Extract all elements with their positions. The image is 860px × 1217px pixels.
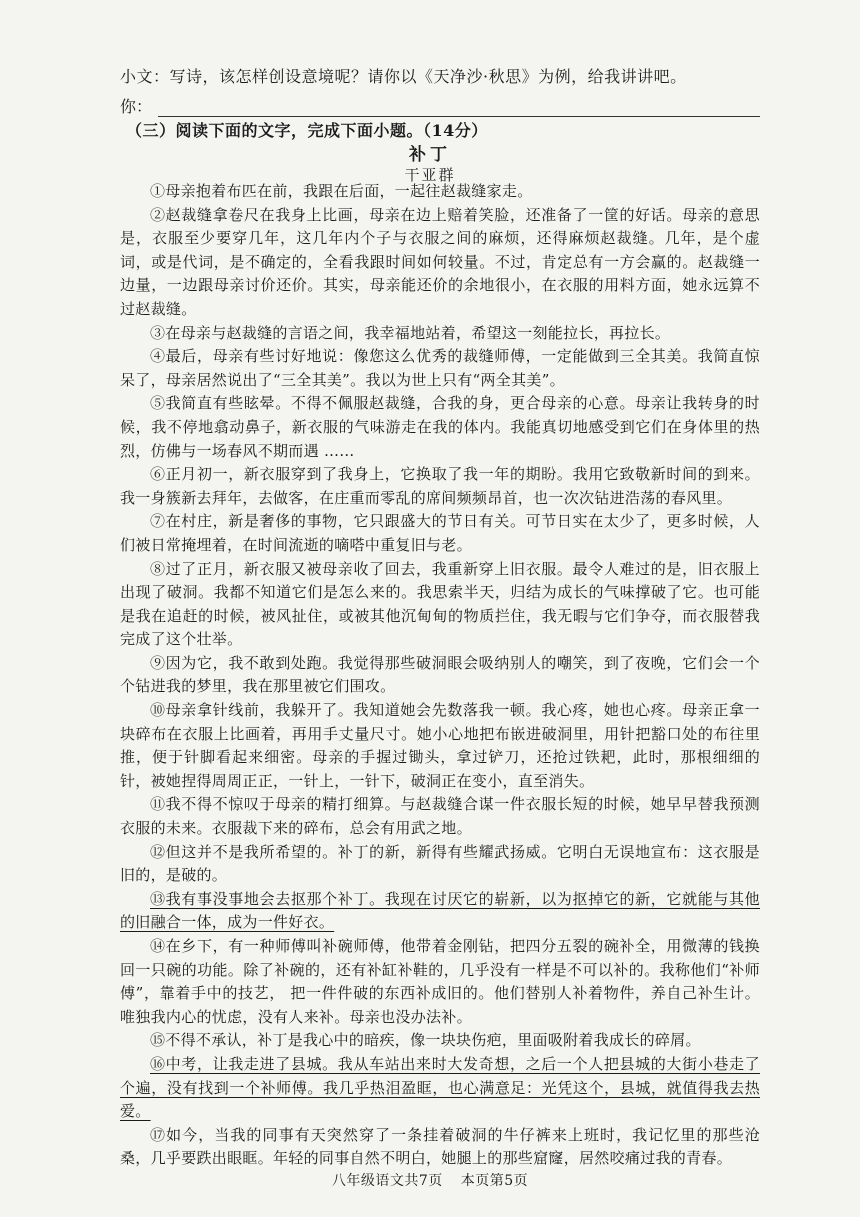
paragraph-16-underlined: ⑯中考，让我走进了县城。我从车站出来时大发奇想，之后一个人把县城的大街小巷走了个遍，没有找到一个补师傅。我几乎热泪盈眶，也心满意足：光凭这个，县城，就值得我去热爱。 <box>120 1054 760 1121</box>
section-heading: （三）阅读下面的文字，完成下面小题。（14分） <box>126 121 488 140</box>
paragraph-2: ②赵裁缝拿卷尺在我身上比画，母亲在边上赔着笑脸，还准备了一筐的好话。母亲的意思是，衣服至少要穿几年，这几年内个子与衣服之间的麻烦，还得麻烦赵裁缝。几年，是个虚词，或是代词，是不确定的，全看我跟时间如何较量。不过，肯定总有一方会赢的。赵裁缝一边量，一边跟母亲讨价还价。其实，母亲能还价的余地很小，在衣服的用料方面，她永远算不过赵裁缝。 <box>120 205 760 318</box>
paragraph-4: ④最后，母亲有些讨好地说：像您这么优秀的裁缝师傅，一定能做到三全其美。我简直惊呆了，母亲居然说出了“三全其美”。我以为世上只有“两全其美”。 <box>120 347 760 389</box>
paragraph-8: ⑧过了正月，新衣服又被母亲收了回去，我重新穿上旧衣服。最令人难过的是，旧衣服上出现了破洞。我都不知道它们是怎么来的。我思索半天，归结为成长的气味撑破了它。也可能是我在追赶的时候，被风扯住，或被其他沉甸甸的物质拦住，我无暇与它们争夺，而衣服替我完成了这个壮举。 <box>120 559 760 649</box>
answer-blank-line[interactable] <box>158 102 760 117</box>
paragraph-12: ⑫但这并不是我所希望的。补丁的新，新得有些耀武扬威。它明白无误地宣布：这衣服是旧的，是破的。 <box>120 842 760 885</box>
article-author: 干亚群 <box>404 166 456 184</box>
answer-label: 你： <box>120 97 153 116</box>
paragraph-7: ⑦在村庄，新是奢侈的事物，它只跟盛大的节日有关。可节日实在太少了，更多时候，人们被日常掩埋着，在时间流逝的嘀嗒中重复旧与老。 <box>120 512 760 554</box>
paragraph-3: ③在母亲与赵裁缝的言语之间，我幸福地站着，希望这一刻能拉长，再拉长。 <box>150 323 671 342</box>
article-title: 补丁 <box>409 145 451 165</box>
footer-total-pages: 八年级语文共7页 <box>331 1173 443 1189</box>
paragraph-17: ⑰如今，当我的同事有天突然穿了一条挂着破洞的牛仔裤来上班时，我记忆里的那些沧桑，几乎要跌出眼眶。年轻的同事自然不明白，她腿上的那些窟窿，居然咬痛过我的青春。 <box>120 1125 760 1168</box>
paragraph-13-underlined: ⑬我有事没事地会去抠那个补丁。我现在讨厌它的崭新，以为抠掉它的新，它就能与其他的旧融合一体，成为一件好衣。 <box>120 889 760 932</box>
prompt-question: 小文：写诗，该怎样创设意境呢？请你以《天净沙·秋思》为例，给我讲讲吧。 <box>120 67 687 86</box>
answer-row <box>120 94 760 117</box>
page-footer <box>0 1170 860 1190</box>
paragraph-11: ⑪我不得不惊叹于母亲的精打细算。与赵裁缝合谋一件衣服长短的时候，她早早替我预测衣服的未来。衣服裁下来的碎布，总会有用武之地。 <box>120 795 760 838</box>
paragraph-14: ⑭在乡下，有一种师傅叫补碗师傅，他带着金刚钻，把四分五裂的碗补全，用微薄的钱换回一只碗的功能。除了补碗的，还有补缸补鞋的，几乎没有一样是不可以补的。我称他们“补师傅”，靠着手中的技艺， 把一件件破的东西补成旧的。他们替别人补着物件，养自己补生计。唯独我内心的忧虑，没有人来补。母亲也没办法补。 <box>120 937 760 1026</box>
paragraph-10: ⑩母亲拿针线前，我躲开了。我知道她会先数落我一顿。我心疼，她也心疼。母亲正拿一块碎布在衣服上比画着，再用手丈量尺寸。她小心地把布嵌进破洞里，用针把豁口处的布往里推，便于针脚看起来细密。母亲的手握过锄头，拿过铲刀，还抢过铁耙，此时，那根细细的针，被她捏得周周正正，一针上，一针下，破洞正在变小，直至消失。 <box>120 701 760 790</box>
paragraph-9: ⑨因为它，我不敢到处跑。我觉得那些破洞眼会吸纳别人的嘲笑，到了夜晚，它们会一个个钻进我的梦里，我在那里被它们围攻。 <box>120 653 760 696</box>
footer-current-page: 本页第5页 <box>460 1173 529 1189</box>
paragraph-15: ⑮不得不承认，补丁是我心中的暗疾，像一块块伤疤，里面吸附着我成长的碎屑。 <box>150 1031 701 1050</box>
paragraph-5: ⑤我简直有些眩晕。不得不佩服赵裁缝，合我的身，更合母亲的心意。母亲让我转身的时候，我不停地翕动鼻子，新衣服的气味游走在我的体内。我能真切地感受到它们在身体里的热烈，仿佛与一场春风不期而遇 …… <box>120 394 760 460</box>
paragraph-6: ⑥正月初一，新衣服穿到了我身上，它换取了我一年的期盼。我用它致敬新时间的到来。我一身簇新去拜年，去做客，在庄重而零乱的席间频频昂首，也一次次钻进浩荡的春风里。 <box>120 465 760 507</box>
article-body <box>120 180 760 1171</box>
paragraph-1: ①母亲抱着布匹在前，我跟在后面，一起往赵裁缝家走。 <box>150 182 533 200</box>
